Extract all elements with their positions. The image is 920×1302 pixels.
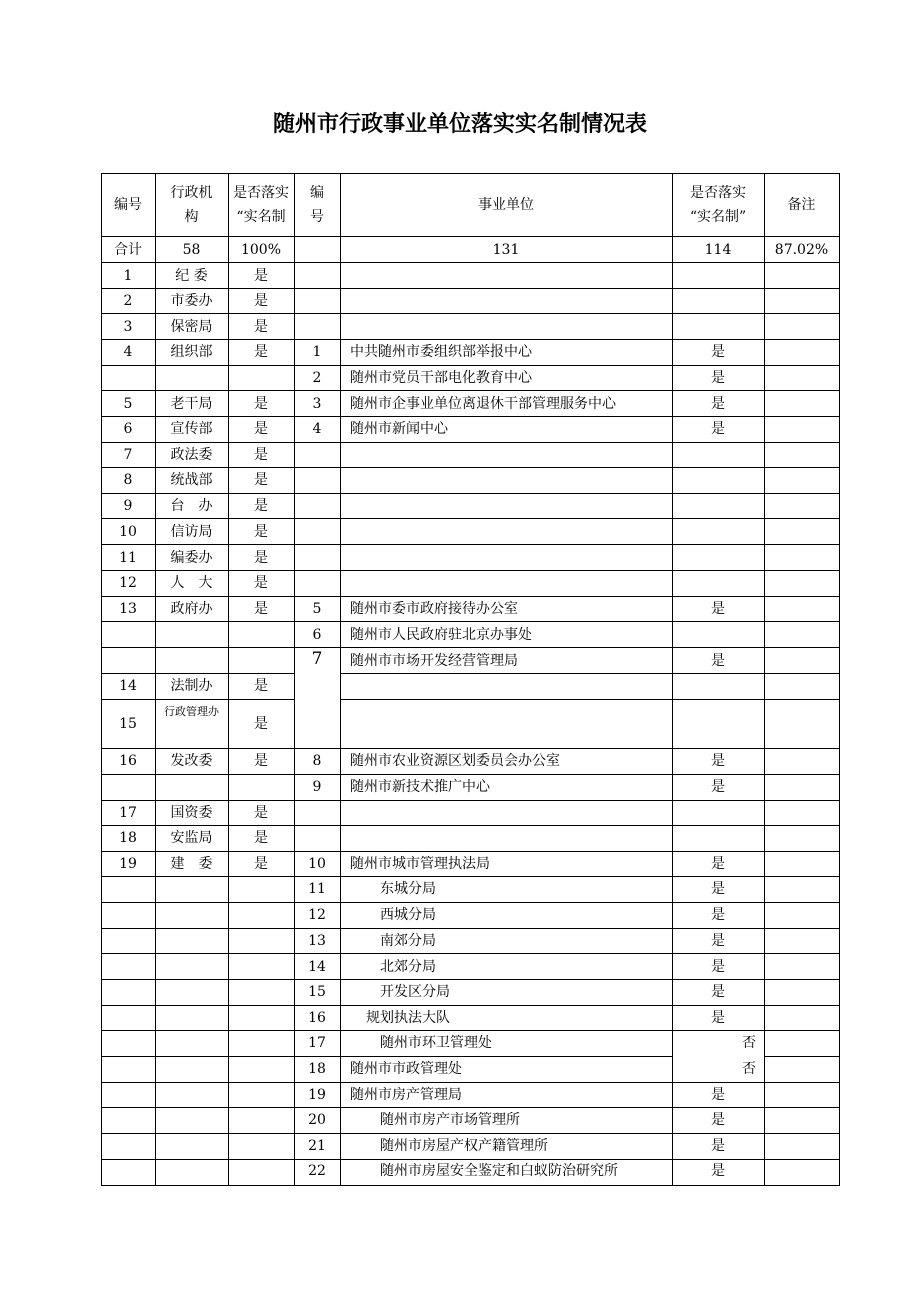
grid-line [101, 1159, 839, 1160]
row-admin-org: 人 大 [170, 575, 213, 591]
row-institution-number: 14 [308, 959, 326, 975]
grid-line [101, 365, 839, 366]
row-institution-number: 9 [312, 779, 322, 795]
grid-line [101, 748, 839, 749]
row-admin-implemented: 是 [254, 319, 268, 335]
row-institution-number: 2 [312, 370, 322, 386]
grid-line [155, 173, 156, 1186]
totals-admin-count: 58 [182, 242, 201, 258]
row-number: 16 [119, 753, 137, 769]
row-institution-implemented: 是 [711, 653, 725, 669]
row-number: 18 [119, 830, 137, 846]
row-admin-implemented: 是 [254, 268, 268, 284]
row-institution-name: 中共随州市委组织部举报中心 [350, 344, 532, 360]
row-admin-implemented: 是 [254, 344, 268, 360]
row-institution-implemented: 是 [711, 907, 725, 923]
grid-line [101, 173, 840, 174]
row-admin-implemented: 是 [254, 601, 268, 617]
row-institution-number: 21 [308, 1138, 326, 1154]
row-number: 10 [119, 524, 137, 540]
row-institution-name: 随州市房产管理局 [350, 1087, 462, 1103]
grid-line [101, 442, 839, 443]
grid-line [101, 1030, 839, 1031]
row-institution-number: 1 [312, 344, 322, 360]
totals-label: 合计 [114, 242, 142, 258]
header-implemented-right-line2: “实名制” [689, 209, 747, 225]
row-institution-name: 随州市房屋产权产籍管理所 [380, 1138, 548, 1154]
row-admin-org: 国资委 [170, 805, 213, 821]
grid-line [101, 1005, 839, 1006]
row-institution-name: 随州市房屋安全鉴定和白蚁防治研究所 [380, 1163, 618, 1179]
row-admin-implemented: 是 [254, 421, 268, 437]
row-admin-org: 政府办 [170, 601, 213, 617]
row-admin-implemented: 是 [254, 575, 268, 591]
row-institution-number: 12 [308, 907, 326, 923]
grid-line [101, 339, 839, 340]
row-institution-name: 随州市环卫管理处 [380, 1035, 492, 1051]
row-institution-number: 10 [308, 856, 326, 872]
row-institution-implemented: 是 [711, 984, 725, 1000]
grid-line [101, 673, 294, 674]
grid-line [101, 851, 839, 852]
row-institution-number: 4 [312, 421, 322, 437]
row-institution-implemented: 是 [711, 779, 725, 795]
row-institution-name: 西城分局 [380, 907, 436, 923]
header-remark: 备注 [787, 197, 816, 213]
row-admin-org: 老干局 [170, 396, 213, 412]
row-institution-number: 3 [312, 396, 322, 412]
grid-line [101, 518, 839, 519]
row-admin-org: 组织部 [170, 344, 213, 360]
row-number: 13 [119, 601, 137, 617]
totals-institution-count: 131 [492, 242, 520, 258]
row-institution-name: 随州市房产市场管理所 [380, 1112, 520, 1128]
row-number: 12 [119, 575, 137, 591]
row-admin-implemented: 是 [254, 716, 268, 732]
row-number: 17 [119, 805, 137, 821]
row-admin-implemented: 是 [254, 856, 268, 872]
row-admin-org: 市委办 [170, 293, 213, 309]
row-institution-implemented: 是 [711, 370, 725, 386]
row-admin-org: 建 委 [170, 856, 213, 872]
grid-line [101, 1133, 839, 1134]
row-institution-implemented: 否 [742, 1061, 756, 1077]
row-institution-number: 19 [308, 1087, 326, 1103]
row-admin-implemented: 是 [254, 753, 268, 769]
row-number: 2 [123, 293, 133, 309]
row-admin-implemented: 是 [254, 550, 268, 566]
row-admin-org: 统战部 [170, 472, 213, 488]
grid-line [839, 173, 840, 1186]
row-admin-implemented: 是 [254, 447, 268, 463]
grid-line [101, 928, 839, 929]
header-admin-org-line1: 行政机 [170, 185, 213, 201]
row-institution-number: 22 [308, 1163, 326, 1179]
row-institution-implemented: 是 [711, 881, 725, 897]
grid-line [101, 825, 839, 826]
row-institution-implemented: 否 [742, 1035, 756, 1051]
row-admin-org: 编委办 [170, 550, 213, 566]
row-institution-number: 16 [308, 1010, 326, 1026]
row-institution-name: 东城分局 [380, 881, 436, 897]
row-number: 3 [123, 319, 133, 335]
row-admin-org: 法制办 [170, 678, 213, 694]
row-institution-name: 随州市企事业单位离退休干部管理服务中心 [350, 396, 616, 412]
grid-line [101, 1185, 840, 1186]
totals-admin-percent: 100% [240, 242, 282, 258]
grid-line [101, 313, 839, 314]
row-number: 7 [123, 447, 133, 463]
row-institution-implemented: 是 [711, 933, 725, 949]
grid-line [101, 1056, 672, 1057]
row-institution-implemented: 是 [711, 421, 725, 437]
row-institution-number: 15 [308, 984, 326, 1000]
grid-line [101, 570, 839, 571]
grid-line [101, 173, 102, 1186]
row-institution-number: 18 [308, 1061, 326, 1077]
row-institution-implemented: 是 [711, 1163, 725, 1179]
grid-line [101, 774, 839, 775]
row-institution-implemented: 是 [711, 753, 725, 769]
row-institution-name: 随州市市政管理处 [350, 1061, 462, 1077]
row-institution-name: 南郊分局 [380, 933, 436, 949]
header-admin-org-line2: 构 [184, 209, 199, 225]
row-admin-org: 保密局 [170, 319, 213, 335]
row-number: 1 [123, 268, 133, 284]
row-number: 6 [123, 421, 133, 437]
row-institution-number: 7 [311, 649, 323, 669]
row-institution-name: 北郊分局 [380, 959, 436, 975]
row-admin-implemented: 是 [254, 830, 268, 846]
row-institution-name: 开发区分局 [380, 984, 450, 1000]
grid-line [101, 953, 839, 954]
row-institution-name: 随州市农业资源区划委员会办公室 [350, 753, 560, 769]
row-number: 9 [123, 498, 133, 514]
row-institution-implemented: 是 [711, 1087, 725, 1103]
row-admin-org: 台 办 [170, 498, 213, 514]
row-admin-implemented: 是 [254, 472, 268, 488]
grid-line [101, 262, 839, 263]
grid-line [101, 876, 839, 877]
row-admin-org: 安监局 [170, 830, 213, 846]
header-implemented-right-line1: 是否落实 [690, 185, 746, 201]
row-admin-org: 信访局 [170, 524, 213, 540]
grid-line [101, 699, 294, 700]
row-number: 4 [123, 344, 133, 360]
grid-line [101, 390, 839, 391]
row-institution-implemented: 是 [711, 856, 725, 872]
header-sub-number-line1: 编 [310, 185, 324, 201]
grid-line [101, 1082, 839, 1083]
row-number: 19 [119, 856, 137, 872]
row-institution-name: 随州市人民政府驻北京办事处 [350, 627, 532, 643]
grid-line [101, 596, 839, 597]
row-institution-implemented: 是 [711, 959, 725, 975]
grid-line [101, 800, 839, 801]
row-institution-number: 17 [308, 1035, 326, 1051]
row-institution-implemented: 是 [711, 601, 725, 617]
status-table [101, 173, 839, 1185]
row-admin-org: 行政管理办 [164, 705, 219, 718]
row-institution-implemented: 是 [711, 344, 725, 360]
row-admin-implemented: 是 [254, 396, 268, 412]
grid-line [228, 173, 229, 1186]
grid-line [101, 467, 839, 468]
grid-line [672, 173, 673, 1186]
grid-line [101, 236, 839, 237]
row-admin-implemented: 是 [254, 498, 268, 514]
header-implemented-left-line1: 是否落实 [233, 185, 289, 201]
row-number: 15 [119, 716, 137, 732]
grid-line [101, 1107, 839, 1108]
row-institution-number: 5 [312, 601, 322, 617]
grid-line [764, 1056, 839, 1057]
grid-line [101, 288, 839, 289]
grid-line [101, 647, 839, 648]
row-institution-name: 随州市新技术推广中心 [350, 779, 490, 795]
row-institution-name: 规划执法大队 [366, 1010, 450, 1026]
row-admin-implemented: 是 [254, 293, 268, 309]
row-institution-implemented: 是 [711, 396, 725, 412]
row-number: 11 [119, 550, 137, 566]
grid-line [101, 621, 839, 622]
header-implemented-left-line2: “实名制 [236, 209, 286, 225]
grid-line [101, 416, 839, 417]
row-admin-org: 发改委 [170, 753, 213, 769]
row-admin-org: 宣传部 [170, 421, 213, 437]
row-institution-name: 随州市新闻中心 [350, 421, 448, 437]
row-institution-number: 11 [308, 881, 326, 897]
page-title: 随州市行政事业单位落实实名制情况表 [272, 112, 647, 137]
row-institution-number: 8 [312, 753, 322, 769]
totals-institution-implemented: 114 [704, 242, 732, 258]
row-institution-name: 随州市党员干部电化教育中心 [350, 370, 532, 386]
row-institution-number: 6 [312, 627, 322, 643]
row-number: 14 [119, 678, 137, 694]
row-admin-org: 政法委 [170, 447, 213, 463]
row-admin-implemented: 是 [254, 524, 268, 540]
row-institution-number: 20 [308, 1112, 326, 1128]
totals-institution-percent: 87.02% [774, 242, 829, 258]
grid-line [101, 493, 839, 494]
row-institution-name: 随州市委市政府接待办公室 [350, 601, 518, 617]
row-institution-implemented: 是 [711, 1112, 725, 1128]
row-institution-implemented: 是 [711, 1010, 725, 1026]
row-institution-name: 随州市市场开发经营管理局 [350, 653, 518, 669]
grid-line [764, 173, 765, 1186]
grid-line [294, 173, 295, 1186]
header-number: 编号 [114, 197, 142, 213]
row-institution-implemented: 是 [711, 1138, 725, 1154]
grid-line [101, 902, 839, 903]
grid-line [101, 544, 839, 545]
row-institution-number: 13 [308, 933, 326, 949]
header-institution: 事业单位 [478, 197, 534, 213]
grid-line [101, 979, 839, 980]
header-sub-number-line2: 号 [310, 209, 324, 225]
row-admin-org: 纪 委 [175, 268, 208, 284]
row-admin-implemented: 是 [254, 805, 268, 821]
grid-line [340, 173, 341, 1186]
row-institution-name: 随州市城市管理执法局 [350, 856, 490, 872]
row-number: 8 [123, 472, 133, 488]
row-number: 5 [123, 396, 133, 412]
row-admin-implemented: 是 [254, 678, 268, 694]
